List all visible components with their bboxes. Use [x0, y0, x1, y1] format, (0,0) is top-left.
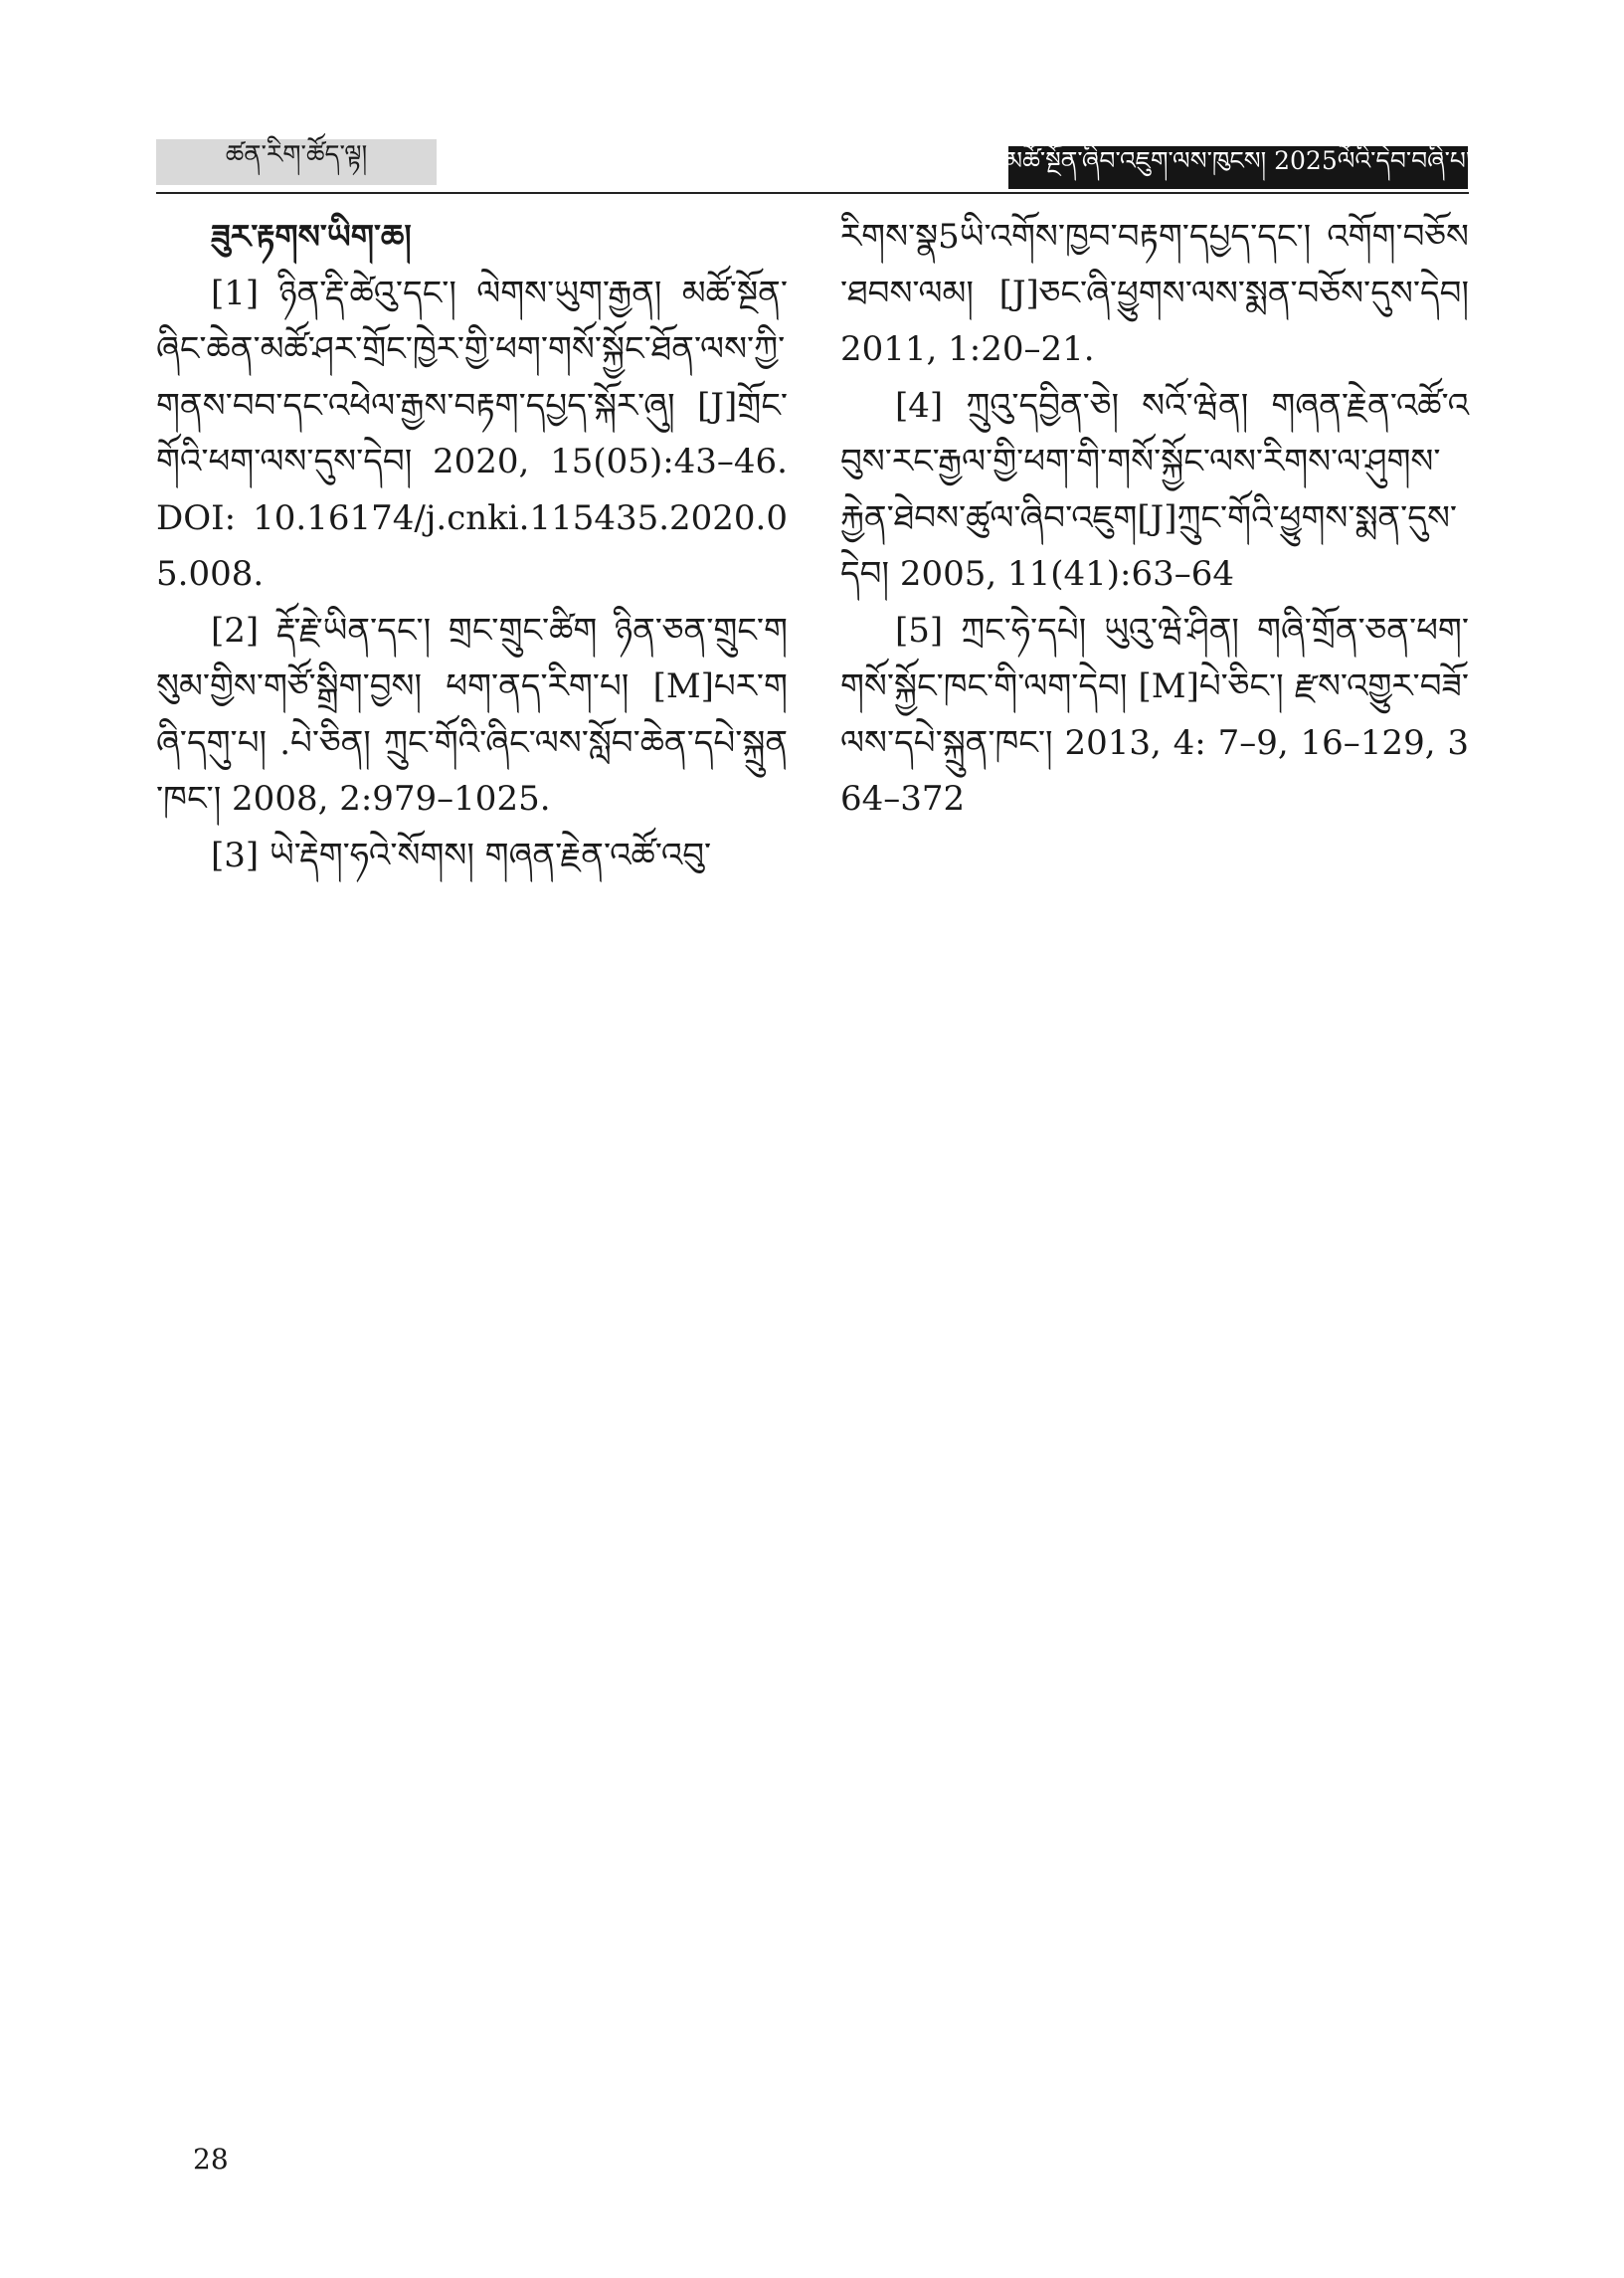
running-header-right-text: མཚོ་སྔོན་ཞིབ་འཇུག་ལས་ཁུངས། 2025ལོའི་དེབ་བཞི་པ།: [1004, 146, 1472, 175]
reference-item: [2] རྡོ་རྗེ་ཡིན་དང་། གྲང་གྲུང་ཚིག ཉིན་ཅན་གྲུང་གསུམ་གྱིས་གཙོ་སྒྲིག་བྱས། ཕག་ནད་རིག་པ། [M]པར་གཞི་དགུ་པ། .པེ་ཅིན། ཀྲུང་གོའི་ཞིང་ལས་སློབ་ཆེན་དཔེ་སྐྲུན་ཁང་། 2008, 2:979–1025.: [156, 610, 788, 819]
reference-item-continued: རིགས་སྣ5ཡི་འགོས་ཁྱབ་བརྟག་དཔྱད་དང་། འགོག་བཅོས་ཐབས་ལམ། [J]ཅང་ཞི་ཕྱུགས་ལས་སྨན་བཅོས་དུས་དེབ། 2011, 1:20–21.: [840, 217, 1469, 369]
reference-item: [4] ཀྲུའུ་དབྱིན་ཅེ། སའོ་ཝེན། གཞན་རྗེན་འཚོ་འབུས་རང་རྒྱལ་གྱི་ཕག་གི་གསོ་སྐྱོང་ལས་རིགས་ལ་ཤུགས་རྐྱེན་ཐེབས་ཚུལ་ཞིབ་འཇུག[J]ཀྲུང་གོའི་ཕྱུགས་སྨན་དུས་དེབ། 2005, 11(41):63–64: [840, 385, 1469, 594]
reference-item: [3] ཡེ་རྡེག་ཧའེ་སོགས། གཞན་རྗེན་འཚོ་འབུ་: [211, 835, 712, 875]
right-column: [840, 209, 1469, 828]
running-header-left: [156, 139, 437, 185]
running-header-right: [1004, 146, 1472, 189]
running-header-left-text: ཚན་རིག་ཚོད་ལྟ།: [225, 139, 368, 170]
references-heading: ཟུར་རྟགས་ཡིག་ཆ།: [211, 217, 412, 256]
left-column: [156, 209, 788, 883]
header-rule: [156, 192, 1469, 194]
reference-item: [1] ཉིན་རྡི་ཚེའུ་དང་། ལེགས་ཡུག་རྒྱན། མཚོ་སྔོན་ཞིང་ཆེན་མཚོ་ཤར་གྲོང་ཁྱེར་གྱི་ཕག་གསོ་སྐྱོང་ཐོན་ལས་ཀྱི་གནས་བབ་དང་འཕེལ་རྒྱས་བརྟག་དཔྱད་སྐོར་ཞུ། [J]གྲོང་གོའི་ཕག་ལས་དུས་དེབ། 2020, 15(05):43–46.DOI: 10.16174/j.cnki.115435.2020.05.008.: [156, 273, 788, 594]
reference-item: [5] ཀྲང་ཧེ་དཔེ། ཡུའུ་ཝེ་ཤིན། གཞི་གྲོན་ཅན་ཕག་གསོ་སྐྱོང་ཁང་གི་ལག་དེབ། [M]པེ་ཅིང་། རྫས་འགྱུར་བཟོ་ལས་དཔེ་སྐྲུན་ཁང་། 2013, 4: 7–9, 16–129, 364–372: [840, 610, 1469, 819]
page-number: 28: [193, 2143, 229, 2176]
